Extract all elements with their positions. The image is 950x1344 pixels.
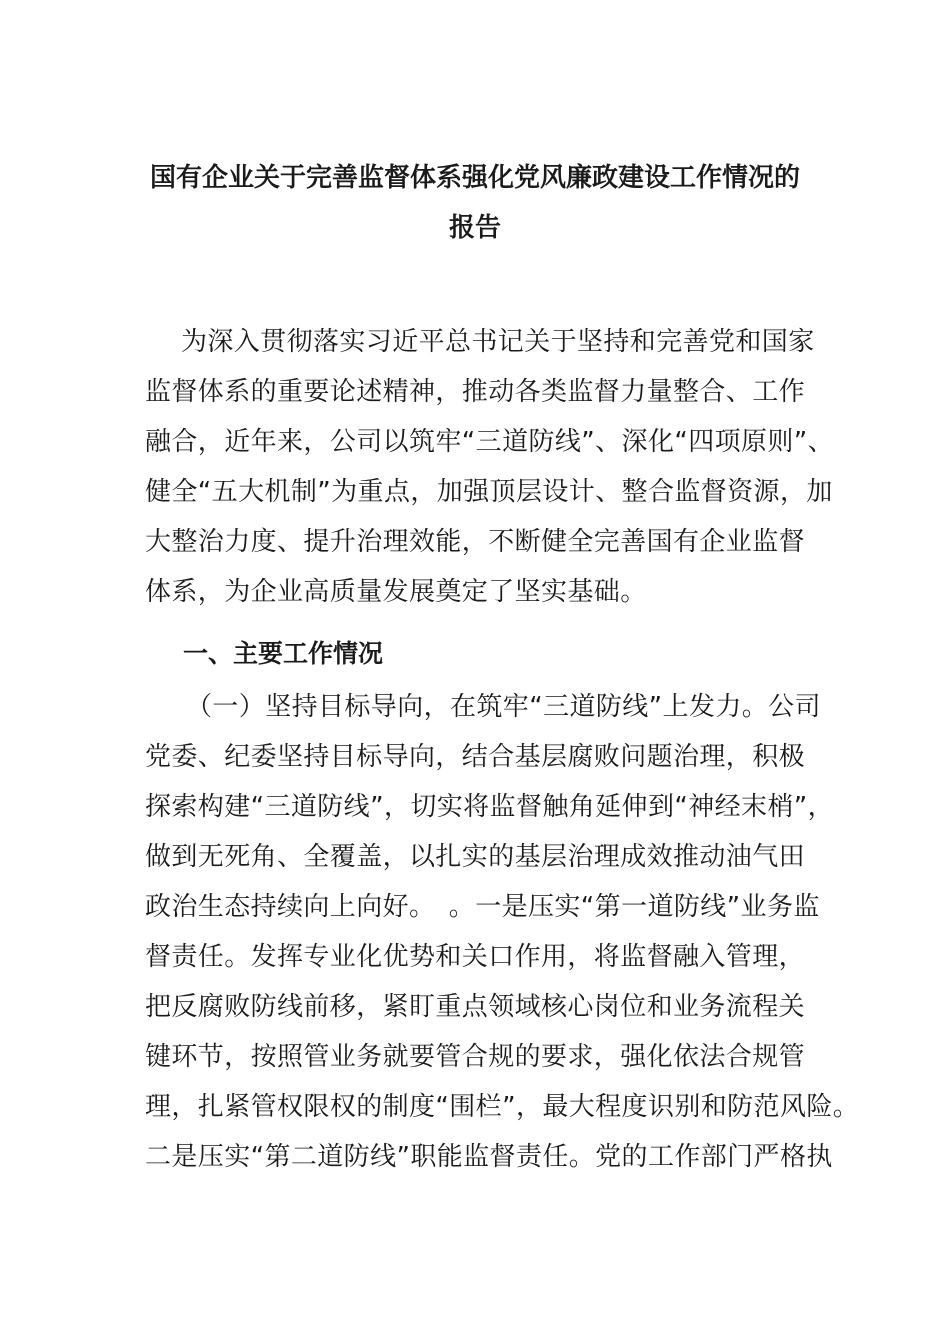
paragraph-1-line-2: 监督体系的重要论述精神，推动各类监督力量整合、工作 <box>145 377 806 407</box>
section-1-heading: 一、主要工作情况 <box>183 639 384 668</box>
paragraph-1-line-1: 为深入贯彻落实习近平总书记关于坚持和完善党和国家 <box>181 327 815 357</box>
paragraph-1-line-6: 体系，为企业高质量发展奠定了坚实基础。 <box>145 577 647 607</box>
paragraph-2-line-2: 党委、纪委坚持目标导向，结合基层腐败问题治理，积极 <box>145 742 806 772</box>
paragraph-2-line-9: 理，扎紧管权限权的制度“围栏”，最大程度识别和防范风险。 <box>145 1092 860 1122</box>
paragraph-2-line-8: 键环节，按照管业务就要管合规的要求，强化依法合规管 <box>145 1042 806 1072</box>
paragraph-1-line-5: 大整治力度、提升治理效能，不断健全完善国有企业监督 <box>145 527 806 557</box>
paragraph-2-line-7: 把反腐败防线前移，紧盯重点领域核心岗位和业务流程关 <box>145 992 806 1022</box>
paragraph-2-line-5: 政治生态持续向上向好。 。一是压实“第一道防线”业务监 <box>145 892 820 922</box>
paragraph-2-line-10: 二是压实“第二道防线”职能监督责任。党的工作部门严格执 <box>145 1142 833 1172</box>
document-title-line-1: 国有企业关于完善监督体系强化党风廉政建设工作情况的 <box>149 163 800 193</box>
paragraph-1-line-3: 融合，近年来，公司以筑牢“三道防线”、深化“四项原则”、 <box>145 427 835 457</box>
paragraph-2-line-6: 督责任。发挥专业化优势和关口作用，将监督融入管理， <box>145 942 806 972</box>
paragraph-2-line-4: 做到无死角、全覆盖，以扎实的基层治理成效推动油气田 <box>145 842 806 872</box>
paragraph-2-line-3: 探索构建“三道防线”，切实将监督触角延伸到“神经末梢”， <box>145 792 835 822</box>
paragraph-1-line-4: 健全“五大机制”为重点，加强顶层设计、整合监督资源，加 <box>145 477 833 507</box>
paragraph-2-line-1: （一）坚持目标导向，在筑牢“三道防线”上发力。公司 <box>186 692 821 722</box>
document-title-line-2: 报告 <box>448 213 501 243</box>
